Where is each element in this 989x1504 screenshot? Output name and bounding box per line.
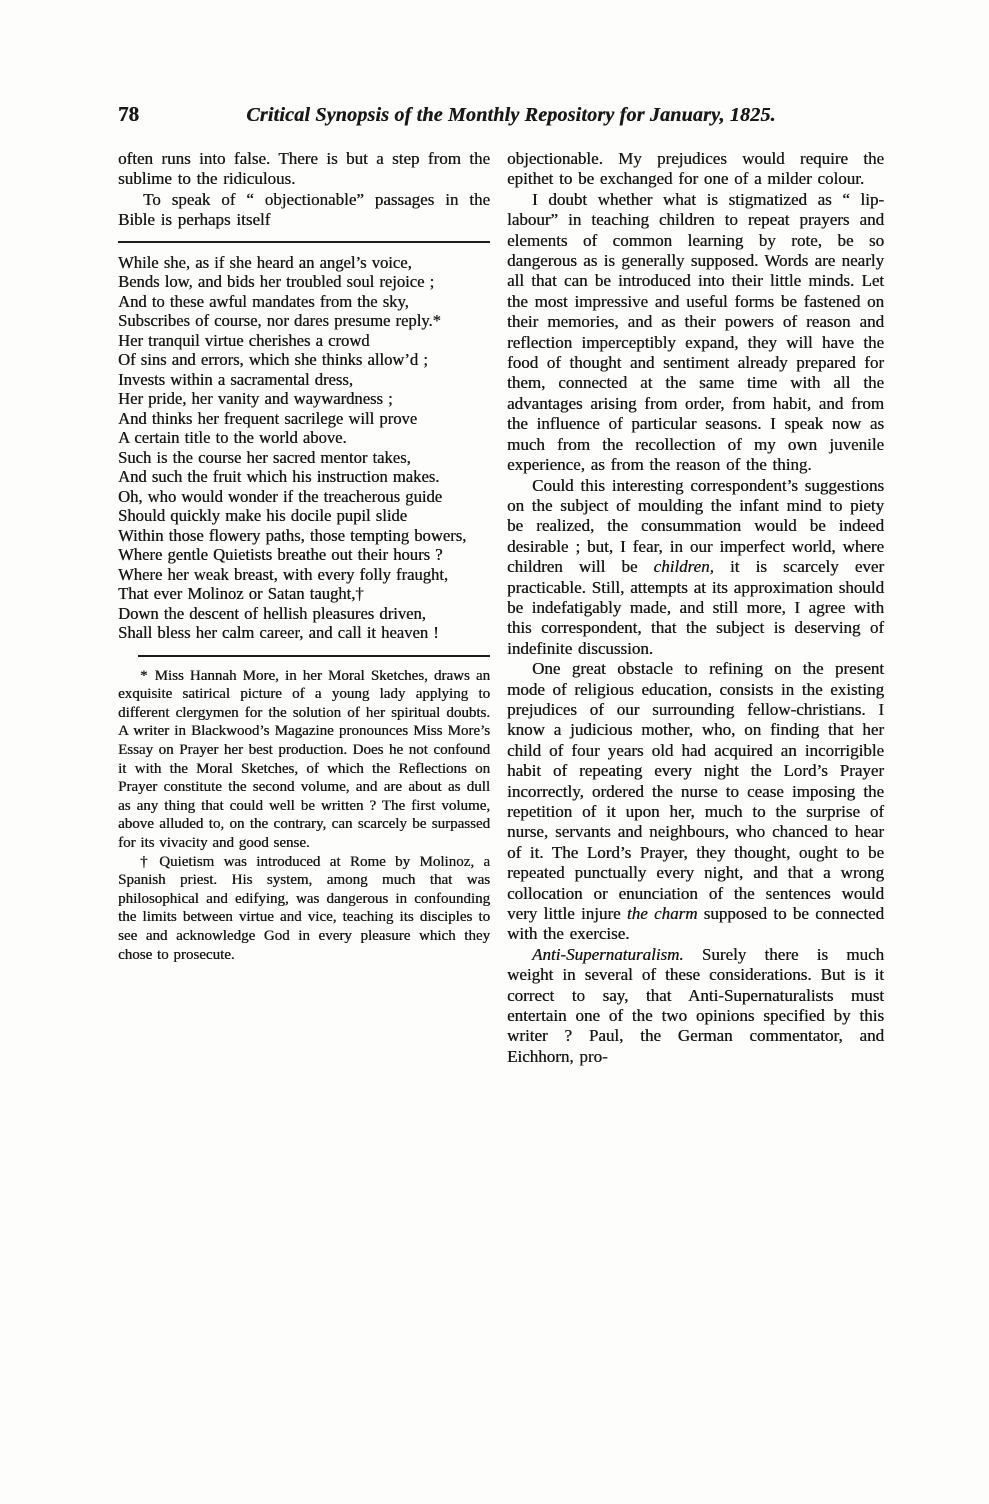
poem-line: That ever Molinoz or Satan taught,† — [118, 584, 364, 604]
footnote-marker: * — [140, 667, 148, 684]
poem-line: And to these awful mandates from the sky, — [118, 291, 409, 311]
section-rule — [118, 241, 490, 243]
right-column — [507, 149, 884, 1067]
footnote-text: Quietism was introduced at Rome by Molinoz, a Spanish priest. His system, among much that was philosophical and edifying, was dangerous in confounding the limits between virtue and vice, teaching its disciples to see and acknowledge God in every pleasure which they chose to prosecute. — [118, 853, 490, 963]
poem-line: Such is the course her sacred mentor takes, — [118, 447, 411, 467]
italic-heading: Anti-Supernaturalism. — [532, 944, 684, 964]
page-header — [118, 102, 884, 127]
footnote-marker: † — [140, 853, 153, 870]
italic-word: children, — [653, 557, 714, 577]
footnote-rule — [138, 655, 490, 657]
poem-line: Oh, who would wonder if the treacherous guide — [118, 486, 443, 506]
paragraph — [507, 476, 884, 660]
paragraph — [507, 659, 884, 945]
page-number: 78 — [118, 102, 139, 126]
poem-line: And thinks her frequent sacrilege will prove — [118, 408, 418, 428]
poem-line: Subscribes of course, nor dares presume reply.* — [118, 311, 441, 331]
poem-line: Within those flowery paths, those tempting bowers, — [118, 525, 467, 545]
poem-line: And such the fruit which his instruction makes. — [118, 467, 440, 487]
poem-line: Where gentle Quietists breathe out their hours ? — [118, 545, 443, 565]
poem-block — [118, 253, 490, 643]
footnote — [118, 853, 490, 965]
poem-line: Where her weak breast, with every folly fraught, — [118, 564, 448, 584]
paragraph-text: it is scarcely ever practicable. Still, attempts at its approximation should be indefatigably made, and still more, I agree with this correspondent, that the subject is deserving of indefinite discussion. — [507, 557, 885, 658]
poem-line: Shall bless her calm career, and call it heaven ! — [118, 623, 439, 643]
footnote-text: Miss Hannah More, in her Moral Sketches, draws an exquisite satirical picture of a young lady applying to different clergymen for the solution of her spiritual doubts. A writer in Blackwood’s Magazine pronounces Miss More’s Essay on Prayer her best production. Does he not confound it with the Moral Sketches, of which the Reflections on Prayer constitute the second volume, and are about as dull as any thing that could well be written ? The first volume, above alluded to, on the contrary, can scarcely be surpassed for its vivacity and good sense. — [118, 667, 490, 851]
running-title: Critical Synopsis of the Monthly Repository for January, 1825. — [246, 104, 776, 126]
poem-line: Of sins and errors, which she thinks allow’d ; — [118, 350, 428, 370]
poem-line: Her pride, her vanity and waywardness ; — [118, 389, 393, 409]
two-column-body — [118, 149, 884, 1067]
italic-phrase: the charm — [626, 904, 698, 924]
poem-line: Should quickly make his docile pupil slide — [118, 506, 407, 526]
poem-line: Her tranquil virtue cherishes a crowd — [118, 330, 370, 350]
poem-line: Invests within a sacramental dress, — [118, 369, 353, 389]
paragraph: I doubt whether what is stigmatized as “ lip-labour” in teaching children to repeat prayers and elements of common learning by rote, be so dangerous as is generally supposed. Words are nearly all that can be introduced into their little minds. Let the most impressive and useful forms be fastened on their memories, and as their powers of reason and reflection imperceptibly expand, they will have the food of thought and sentiment already prepared for them, connected at the same time with all the advantages arising from order, from habit, and from the influence of particular seasons. I speak now as much from the recollection of my own juvenile experience, as from the reason of the thing. — [507, 189, 884, 475]
footnotes-block — [118, 667, 490, 965]
paragraph-text: Could this interesting correspondent’s suggestions on the subject of moulding the infant mind to piety be realized, the consummation would be indeed desirable ; but, I fear, in our imperfect world, where children will be — [507, 475, 884, 577]
paragraph — [507, 945, 884, 1067]
poem-line: While she, as if she heard an angel’s voice, — [118, 252, 412, 272]
footnote — [118, 667, 490, 853]
left-column — [118, 149, 490, 1067]
paragraph-continuation: objectionable. My prejudices would require the epithet to be exchanged for one of a milder colour. — [507, 149, 884, 189]
paragraph-continuation: often runs into false. There is but a step from the sublime to the ridiculous. — [118, 149, 490, 189]
paragraph: To speak of “ objectionable” passages in the Bible is perhaps itself — [118, 189, 490, 230]
poem-line: A certain title to the world above. — [118, 428, 347, 448]
paragraph-text: One great obstacle to refining on the present mode of religious education, consists in the existing prejudices of our surrounding fellow-christians. I know a judicious mother, who, on finding that her child of four years old had acquired an incorrigible habit of repeating every night the Lord’s Prayer incorrectly, ordered the nurse to cease imposing the repetition of it upon her, much to the surprise of nurse, servants and neighbours, who chanced to hear of it. The Lord’s Prayer, they thought, ought to be repeated punctually every night, and that a wrong collocation or enunciation of the sentences would very little injure — [507, 659, 884, 924]
paragraph-text: Surely there is much weight in several of these considerations. But is it correct to say, that Anti-Supernaturalists must entertain one of the two opinions specified by this writer ? Paul, the German commentator, and Eichhorn, pro- — [507, 944, 884, 1066]
poem-line: Bends low, and bids her troubled soul rejoice ; — [118, 272, 435, 292]
paragraph-text: supposed to be connected with the exercise. — [507, 904, 884, 944]
poem-line: Down the descent of hellish pleasures driven, — [118, 603, 426, 623]
